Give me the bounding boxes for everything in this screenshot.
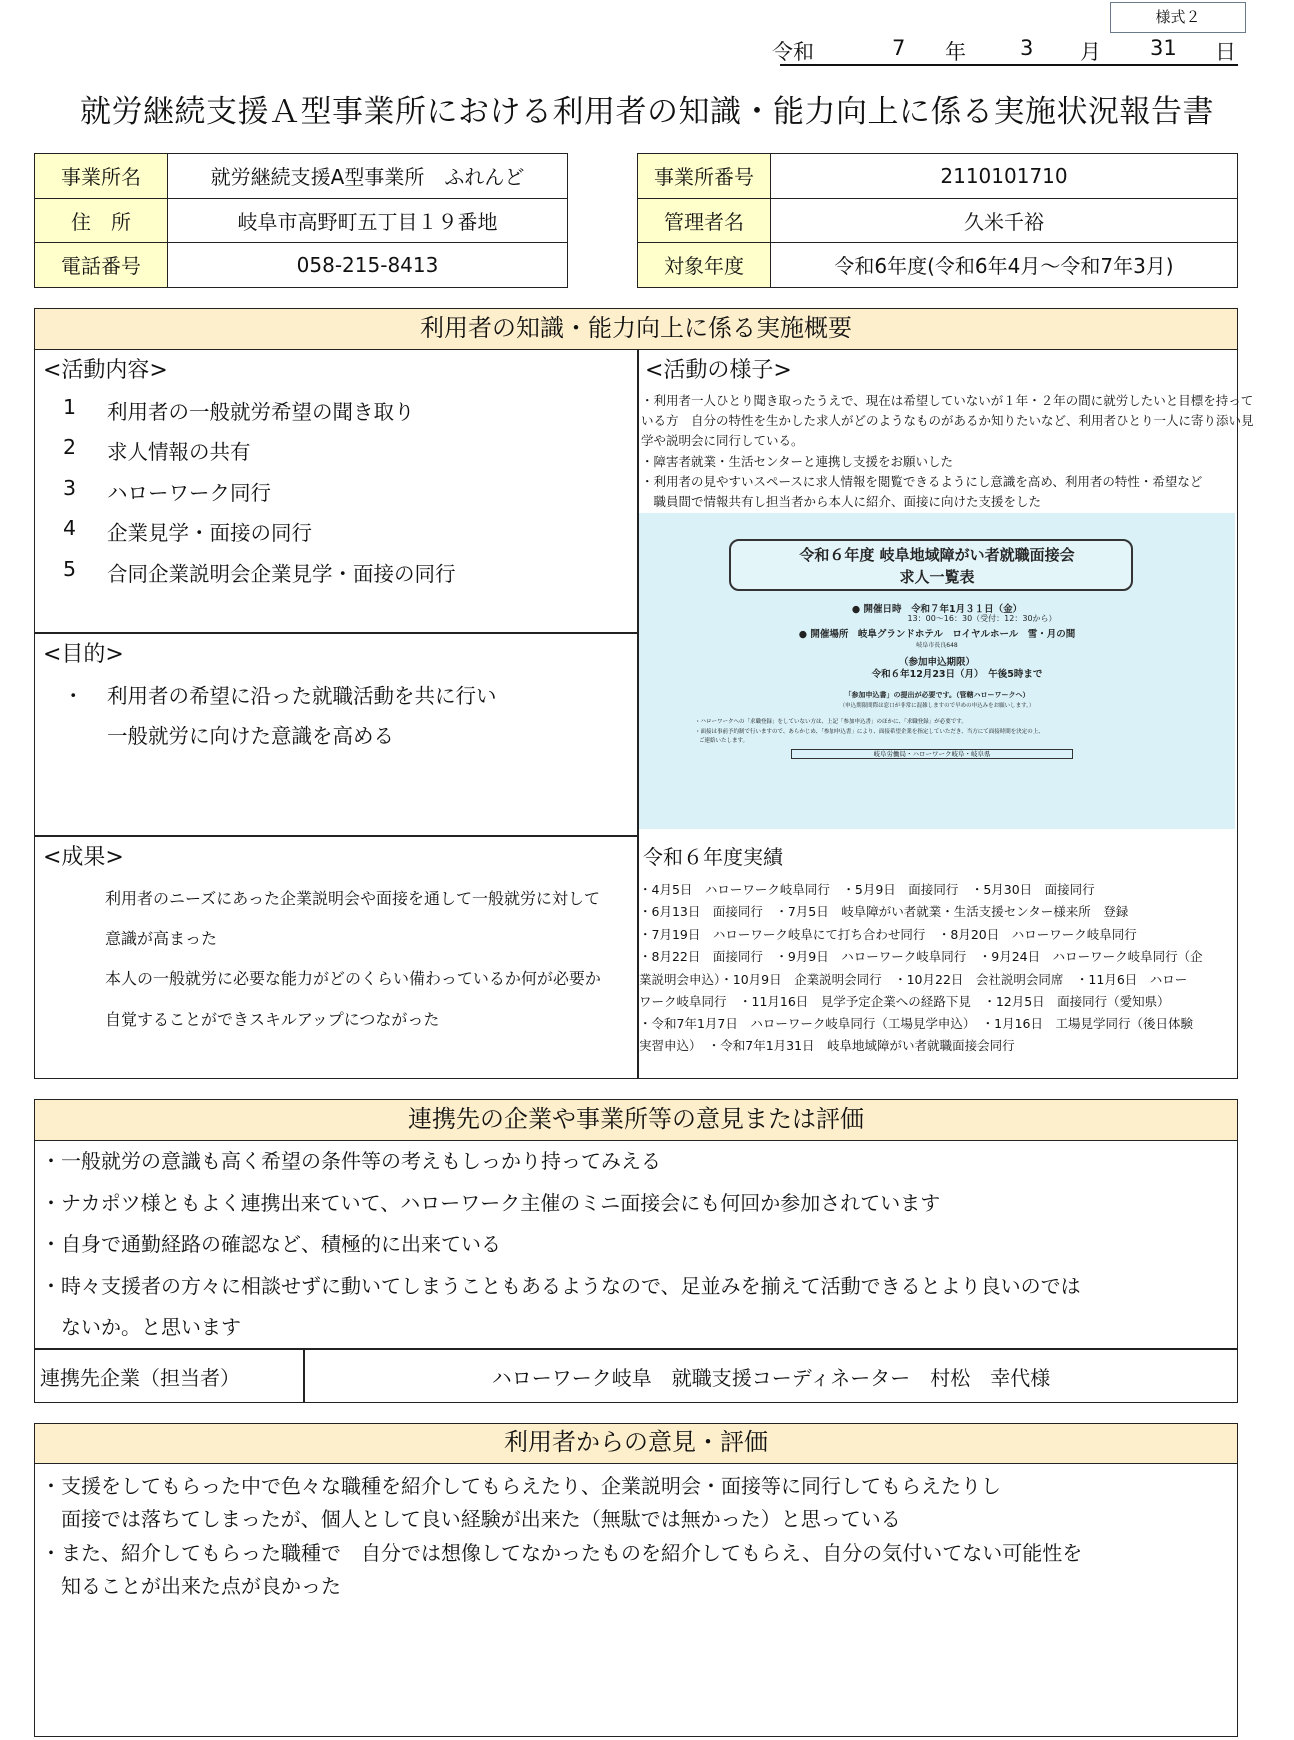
label-cell: 管理者名 xyxy=(638,198,771,243)
purpose-line: 一般就労に向けた意識を高める xyxy=(107,724,394,748)
user-opinion-line: 知ることが出来た点が良かった xyxy=(41,1574,341,1598)
user-opinion-line: ・また、紹介してもらった職種で 自分では想像してなかったものを紹介してもらえ、自分の気付いてない可能性を xyxy=(41,1541,1083,1565)
partner-label: 連携先企業（担当者） xyxy=(40,1366,240,1390)
value-cell: 令和6年度(令和6年4月～令和7年3月) xyxy=(771,243,1238,288)
job-fair-flyer-photo xyxy=(639,513,1235,829)
opinion-line: ・一般就労の意識も高く希望の条件等の考えもしっかり持ってみえる xyxy=(41,1149,661,1173)
results-line: 自覚することができスキルアップにつながった xyxy=(105,1010,440,1029)
table-row xyxy=(35,198,568,243)
page-title: 就労継続支援Ａ型事業所における利用者の知識・能力向上に係る実施状況報告書 xyxy=(80,94,1214,130)
situation-line: ・障害者就業・生活センターと連携し支援をお願いした xyxy=(641,454,954,469)
opinion-line: ・ナカポツ様ともよく連携出来ていて、ハローワーク主催のミニ面接会にも何回か参加されています xyxy=(41,1191,941,1215)
table-row xyxy=(638,243,1238,288)
date-day-unit: 日 xyxy=(1215,40,1236,64)
situation-heading: <活動の様子> xyxy=(645,358,792,383)
user-opinion-section xyxy=(34,1423,1238,1737)
achievement-line: ・8月22日 面接同行 ・9月9日 ハローワーク岐阜同行 ・9月24日 ハローワーク岐阜同行（企 xyxy=(639,949,1203,964)
value-cell: 058-215-8413 xyxy=(168,243,568,288)
opinion-line: ・自身で通勤経路の確認など、積極的に出来ている xyxy=(41,1232,501,1256)
purpose-heading: <目的> xyxy=(43,642,124,667)
label-cell: 電話番号 xyxy=(35,243,168,288)
achievement-line: ワーク岐阜同行 ・11月16日 見学予定企業への経路下見 ・12月5日 面接同行（愛知県） xyxy=(639,994,1170,1009)
date-month: 3 xyxy=(1020,36,1034,60)
flyer-note: ・ハローワークへの「求職登録」をしていない方は、上記「参加申込書」のほかに、「求職登録」が必要です。 xyxy=(695,719,967,725)
flyer-subtitle: 求人一覧表 xyxy=(899,568,975,586)
flyer-note: ご連絡いたします。 xyxy=(699,738,749,744)
table-row xyxy=(638,198,1238,243)
opinion-line: ないか。と思います xyxy=(41,1315,241,1339)
row-divider xyxy=(35,1348,1237,1350)
results-line: 意識が高まった xyxy=(105,929,218,948)
situation-line: 学や説明会に同行している。 xyxy=(641,433,804,448)
label-cell: 住 所 xyxy=(35,198,168,243)
achievement-line: ・4月5日 ハローワーク岐阜同行 ・5月9日 面接同行 ・5月30日 面接同行 xyxy=(639,882,1095,897)
achievement-line: ・令和7年1月7日 ハローワーク岐阜同行（工場見学申込） ・1月16日 工場見学同行（後日体験 xyxy=(639,1016,1193,1031)
list-item: 企業見学・面接の同行 xyxy=(107,521,312,545)
manager-info-table xyxy=(637,153,1238,288)
user-opinion-line: ・支援をしてもらった中で色々な職種を紹介してもらえたり、企業説明会・面接等に同行してもらえたりし xyxy=(41,1474,1001,1498)
situation-line: 職員間で情報共有し担当者から本人に紹介、面接に向けた支援をした xyxy=(641,494,1042,509)
list-item-number: 2 xyxy=(63,435,77,459)
value-cell: 岐阜市高野町五丁目１９番地 xyxy=(168,198,568,243)
achievement-line: ・7月19日 ハローワーク岐阜にて打ち合わせ同行 ・8月20日 ハローワーク岐阜同行 xyxy=(639,927,1137,942)
list-item: 利用者の一般就労希望の聞き取り xyxy=(107,400,415,424)
facility-info-table xyxy=(34,153,568,288)
list-item: ハローワーク同行 xyxy=(107,481,271,505)
value-cell: 就労継続支援A型事業所 ふれんど xyxy=(168,154,568,199)
date-era: 令和 xyxy=(772,40,814,64)
flyer-note: 「参加申込書」の提出が必要です。（管轄ハローワークへ） xyxy=(844,691,1030,699)
achievement-line: ・6月13日 面接同行 ・7月5日 岐阜障がい者就業・生活支援センター様来所 登録 xyxy=(639,904,1129,919)
flyer-title: 令和６年度 岐阜地域障がい者就職面接会 xyxy=(799,546,1075,564)
date-year: 7 xyxy=(892,36,906,60)
section-header: 利用者の知識・能力向上に係る実施概要 xyxy=(35,309,1237,350)
partner-opinion-section xyxy=(34,1099,1238,1403)
purpose-line: 利用者の希望に沿った就職活動を共に行い xyxy=(107,684,497,708)
section-header: 利用者からの意見・評価 xyxy=(35,1424,1237,1464)
value-cell: 2110101710 xyxy=(771,154,1238,199)
partner-value: ハローワーク岐阜 就職支援コーディネーター 村松 幸代様 xyxy=(491,1366,1051,1390)
overview-section xyxy=(34,308,1254,1079)
label-cell: 対象年度 xyxy=(638,243,771,288)
label-cell: 事業所名 xyxy=(35,154,168,199)
flyer-deadline-label: （参加申込期限） xyxy=(898,657,975,668)
date-month-unit: 月 xyxy=(1080,40,1101,64)
user-opinion-line: 面接では落ちてしまったが、個人として良い経験が出来た（無駄では無かった）と思っている xyxy=(41,1507,901,1531)
opinion-line: ・時々支援者の方々に相談せずに動いてしまうこともあるようなので、足並みを揃えて活動できるとより良いのでは xyxy=(41,1274,1081,1298)
table-row xyxy=(35,154,568,199)
achievement-line: 実習申込） ・令和7年1月31日 岐阜地域障がい者就職面接会同行 xyxy=(639,1038,1015,1053)
flyer-address: 岐阜市長良648 xyxy=(916,642,958,649)
results-line: 利用者のニーズにあった企業説明会や面接を通して一般就労に対して xyxy=(105,889,601,908)
flyer-deadline: 令和６年12月23日（月） 午後5時まで xyxy=(871,669,1043,680)
date-year-unit: 年 xyxy=(945,40,966,64)
row-divider xyxy=(35,835,637,837)
report-date xyxy=(772,34,1238,66)
row-divider xyxy=(35,632,637,634)
activities-heading: <活動内容> xyxy=(43,358,168,383)
flyer-time: 13：00～16：30（受付：12：30から） xyxy=(907,614,1057,623)
flyer-date: ● 開催日時 令和７年1月３１日（金） xyxy=(851,604,1023,615)
list-item: 求人情報の共有 xyxy=(107,440,251,464)
situation-line: ・利用者一人ひとり聞き取ったうえで、現在は希望していないが１年・２年の間に就労したいと目標を持って xyxy=(641,393,1254,408)
list-item-number: 5 xyxy=(63,557,77,581)
situation-line: いる方 自分の特性を生かした求人がどのようなものがあるか知りたいなど、利用者ひとり一人に寄り添い見 xyxy=(641,413,1254,428)
results-line: 本人の一般就労に必要な能力がどのくらい備わっているか何が必要か xyxy=(105,969,601,988)
value-cell: 久米千裕 xyxy=(771,198,1238,243)
results-heading: <成果> xyxy=(43,845,124,870)
table-row xyxy=(638,154,1238,199)
list-item-number: 3 xyxy=(63,476,77,500)
list-item: 合同企業説明会企業見学・面接の同行 xyxy=(107,562,456,586)
list-item-number: 4 xyxy=(63,516,77,540)
form-label: 様式２ xyxy=(1110,2,1246,33)
flyer-organizers: 岐阜労働局・ハローワーク岐阜・岐阜県 xyxy=(791,749,1073,759)
list-item-number: 1 xyxy=(63,395,77,419)
achievement-line: 業説明会申込）・10月9日 企業説明会同行 ・10月22日 会社説明会同席 ・11月6日 ハロー xyxy=(639,972,1188,987)
flyer-note: ・面接は事前予約制で行いますので、あらかじめ、「参加申込書」により、面接希望企業を指定していただき、当方にて面接時間を決定の上、 xyxy=(695,729,1044,735)
flyer-place: ● 開催場所 岐阜グランドホテル ロイヤルホール 雪・月の間 xyxy=(798,629,1076,640)
table-row xyxy=(35,243,568,288)
situation-line: ・利用者の見やすいスペースに求人情報を閲覧できるようにし意識を高め、利用者の特性・希望など xyxy=(641,474,1203,489)
bullet: ・ xyxy=(63,684,84,708)
achievements-heading: 令和６年度実績 xyxy=(643,845,783,869)
label-cell: 事業所番号 xyxy=(638,154,771,199)
flyer-note: （申込期限間際は窓口が非常に混雑しますので早めの申込みをお願いします。） xyxy=(839,703,1035,709)
section-header: 連携先の企業や事業所等の意見または評価 xyxy=(35,1100,1237,1141)
date-day: 31 xyxy=(1150,36,1177,60)
